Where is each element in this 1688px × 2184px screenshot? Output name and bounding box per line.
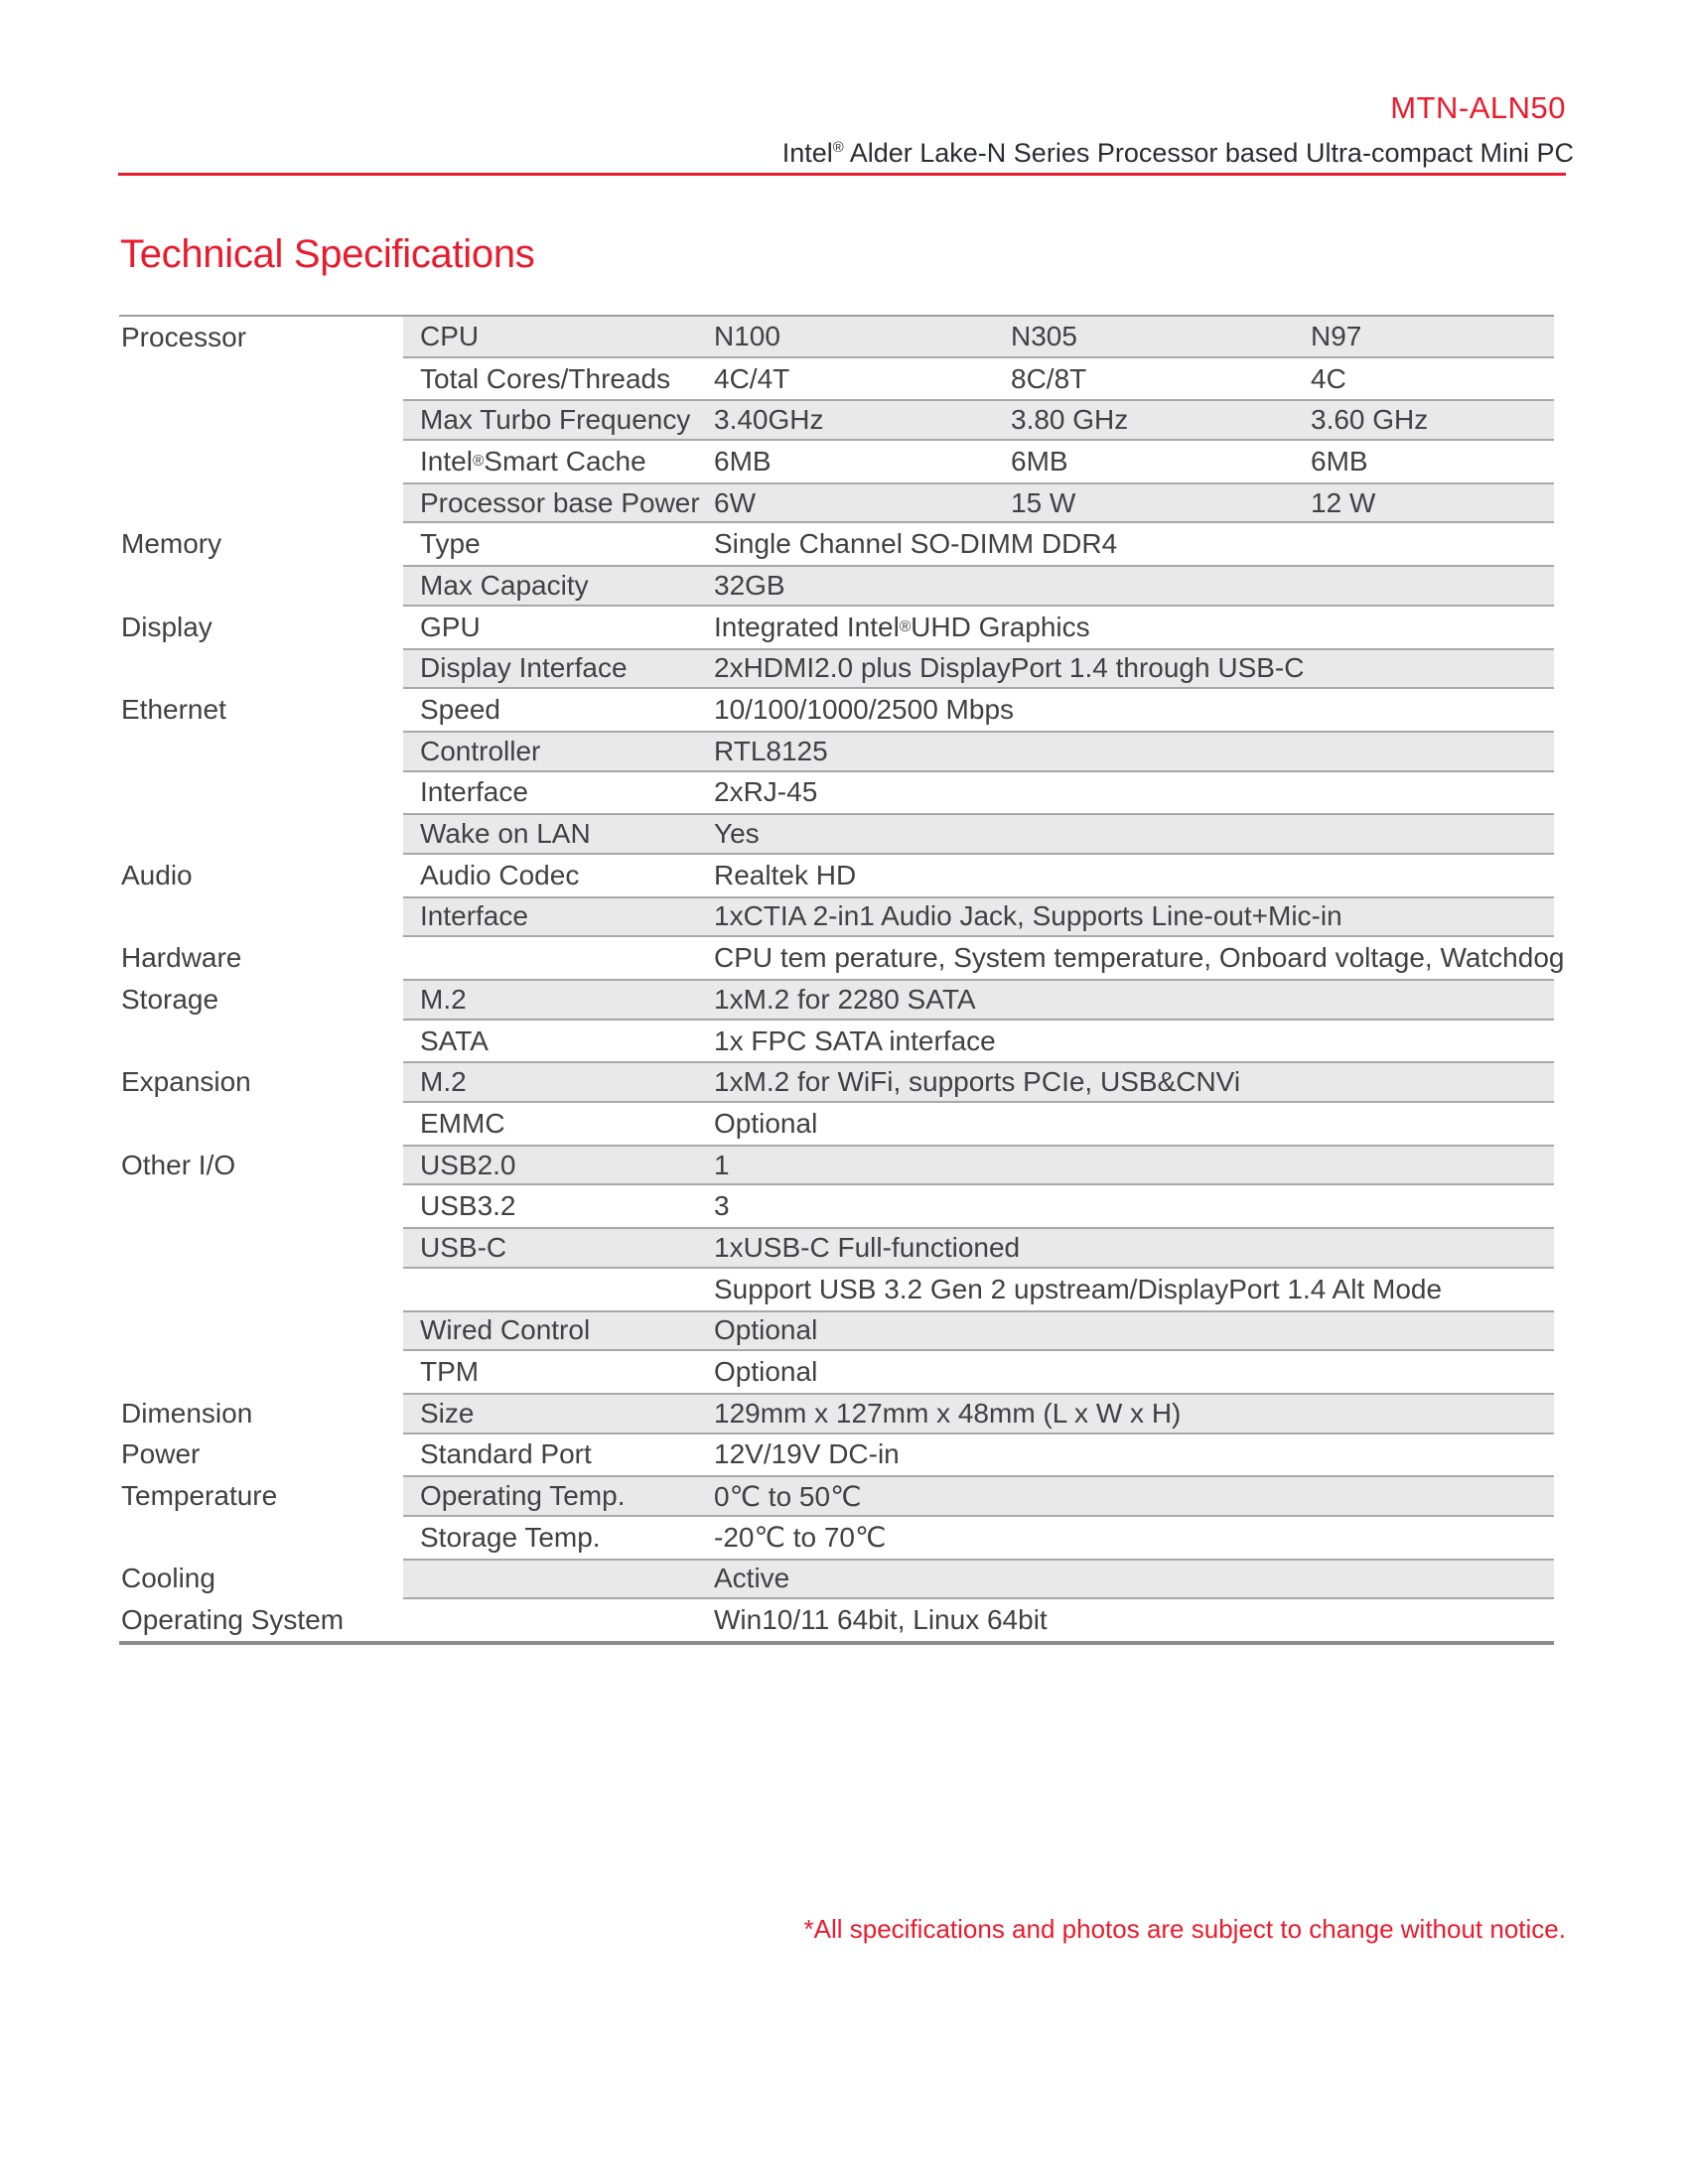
section-label: Cooling (121, 1563, 215, 1594)
spec-key: M.2 (420, 983, 467, 1015)
section-label (119, 441, 403, 482)
spec-key: TPM (420, 1356, 480, 1388)
spec-value-col1: 4C/4T (714, 362, 790, 394)
row-band-shaded (403, 979, 1554, 1021)
row-band (403, 1434, 1554, 1476)
spec-key: Display Interface (420, 652, 628, 684)
row-band-shaded (403, 1475, 1554, 1517)
spec-key: USB-C (420, 1231, 507, 1263)
spec-value: 0℃ to 50℃ (714, 1480, 862, 1512)
section-label: Display (121, 611, 212, 642)
section-label: Temperature (121, 1480, 278, 1512)
spec-value: 1xCTIA 2-in1 Audio Jack, Supports Line-out+Mic-in (714, 900, 1342, 932)
table-row (119, 1227, 1554, 1269)
section-label: Power (121, 1438, 201, 1470)
section-label (119, 1185, 403, 1227)
section-label: Processor (121, 321, 247, 352)
table-row (119, 1475, 1554, 1517)
spec-value: -20℃ to 70℃ (714, 1522, 887, 1554)
section-label: Expansion (121, 1066, 251, 1098)
table-row (119, 1559, 1554, 1600)
section-label (119, 358, 403, 400)
spec-value-col2: N305 (1011, 320, 1077, 351)
table-row (119, 648, 1554, 690)
section-label (119, 1351, 403, 1393)
spec-value: Yes (714, 818, 760, 850)
spec-value-col2: 6MB (1011, 445, 1068, 477)
section-label (119, 1310, 403, 1352)
product-subtitle: Intel® Alder Lake-N Series Processor based Ultra-compact Mini PC (781, 138, 1574, 168)
table-row (119, 1517, 1554, 1559)
table-row (119, 937, 1565, 979)
spec-value: 12V/19V DC-in (714, 1438, 900, 1470)
row-band (403, 1021, 1554, 1062)
spec-key: Intel ® Smart Cache (420, 445, 646, 477)
row-band (403, 1269, 1554, 1310)
table-row (119, 565, 1554, 607)
spec-key: M.2 (420, 1066, 467, 1098)
spec-key: Processor base Power (420, 486, 700, 518)
spec-value: Active (714, 1563, 790, 1594)
table-row (119, 1061, 1554, 1103)
spec-value: Support USB 3.2 Gen 2 upstream/DisplayPort 1.4 Alt Mode (714, 1273, 1443, 1304)
table-row (119, 441, 1554, 482)
table-row (119, 317, 1554, 358)
table-row (119, 896, 1554, 938)
section-label (119, 1103, 403, 1145)
row-band-shaded (403, 813, 1554, 855)
section-label (119, 565, 403, 607)
row-band (403, 855, 1554, 896)
row-band-shaded (403, 896, 1554, 938)
spec-value-col2: 8C/8T (1011, 362, 1087, 394)
spec-value-col1: 3.40GHz (714, 404, 824, 436)
section-label (119, 731, 403, 772)
spec-value-col2: 3.80 GHz (1011, 404, 1129, 436)
row-band-shaded (403, 1393, 1554, 1434)
row-band-shaded (403, 1061, 1554, 1103)
row-band (403, 1351, 1554, 1393)
row-band-shaded (403, 317, 1554, 358)
spec-value: 32GB (714, 569, 785, 601)
section-label (119, 1517, 403, 1559)
spec-key (403, 1599, 714, 1641)
spec-key: Standard Port (420, 1438, 592, 1470)
spec-value: 129mm x 127mm x 48mm (L x W x H) (714, 1397, 1182, 1429)
spec-value: 1x FPC SATA interface (714, 1024, 996, 1056)
spec-value-col3: 3.60 GHz (1311, 404, 1429, 436)
spec-value: RTL8125 (714, 735, 828, 766)
section-label (119, 772, 403, 814)
spec-key (403, 937, 714, 979)
row-band-shaded (403, 565, 1554, 607)
section-label (119, 399, 403, 441)
spec-value: Optional (714, 1356, 818, 1388)
section-label: Hardware (121, 942, 242, 974)
table-row (119, 1393, 1554, 1434)
spec-value: Realtek HD (714, 859, 857, 890)
row-band-shaded (403, 1559, 1554, 1600)
spec-value: CPU tem perature, System temperature, Onboard voltage, Watchdog (714, 942, 1565, 974)
spec-key: SATA (420, 1024, 489, 1056)
section-label (119, 482, 403, 524)
table-row (119, 855, 1554, 896)
row-band-shaded (403, 482, 1554, 524)
row-band (403, 689, 1554, 731)
row-band (403, 1599, 1554, 1641)
row-band (403, 937, 1564, 979)
row-band-shaded (403, 1145, 1554, 1186)
spec-key: USB3.2 (420, 1190, 516, 1222)
table-row (119, 813, 1554, 855)
table-row (119, 731, 1554, 772)
spec-key: CPU (420, 320, 480, 351)
table-row (119, 358, 1554, 400)
section-label (119, 648, 403, 690)
row-band-shaded (403, 1310, 1554, 1352)
spec-key: Size (420, 1397, 475, 1429)
spec-value-col1: 6MB (714, 445, 772, 477)
spec-key: Total Cores/Threads (420, 362, 671, 394)
row-band-shaded (403, 731, 1554, 772)
section-label: Operating System (121, 1604, 345, 1636)
spec-key: Max Turbo Frequency (420, 404, 691, 436)
table-row (119, 482, 1554, 524)
table-row (119, 1599, 1554, 1641)
spec-key: Interface (420, 776, 528, 808)
row-band (403, 772, 1554, 814)
spec-value: Win10/11 64bit, Linux 64bit (714, 1604, 1048, 1636)
product-model: MTN-ALN50 (1390, 90, 1566, 125)
spec-value: 2xRJ-45 (714, 776, 818, 808)
section-label (119, 813, 403, 855)
spec-key: GPU (420, 611, 481, 642)
spec-value: Integrated Intel ® UHD Graphics (714, 611, 1090, 642)
spec-value: 1xM.2 for WiFi, supports PCIe, USB&CNVi (714, 1066, 1241, 1098)
section-label (119, 896, 403, 938)
table-row (119, 523, 1554, 565)
spec-key (403, 1561, 714, 1598)
spec-value: Optional (714, 1314, 818, 1346)
row-band (403, 441, 1554, 482)
table-row (119, 1021, 1554, 1062)
section-label (119, 1227, 403, 1269)
spec-key: Type (420, 528, 481, 560)
row-band (403, 523, 1554, 565)
spec-value-col1: 6W (714, 486, 756, 518)
row-band-shaded (403, 399, 1554, 441)
spec-key: Operating Temp. (420, 1480, 626, 1512)
table-row (119, 689, 1554, 731)
spec-key: USB2.0 (420, 1149, 516, 1180)
table-row (119, 1434, 1554, 1476)
spec-value-col3: 12 W (1311, 486, 1376, 518)
table-row (119, 979, 1554, 1021)
spec-value: 1 (714, 1149, 730, 1180)
spec-key: Wired Control (420, 1314, 591, 1346)
table-row (119, 1310, 1554, 1352)
table-row (119, 1351, 1554, 1393)
spec-table (119, 315, 1565, 1645)
section-label (119, 1269, 403, 1310)
row-band (403, 1517, 1554, 1559)
spec-value-col1: N100 (714, 320, 780, 351)
section-label (119, 1021, 403, 1062)
row-band-shaded (403, 648, 1554, 690)
spec-value: Single Channel SO-DIMM DDR4 (714, 528, 1118, 560)
spec-value: 10/100/1000/2500 Mbps (714, 694, 1015, 726)
row-band (403, 358, 1554, 400)
table-row (119, 607, 1554, 648)
section-label: Audio (121, 859, 193, 890)
spec-key: Speed (420, 694, 500, 726)
row-band-shaded (403, 1227, 1554, 1269)
footnote: *All specifications and photos are subject to change without notice. (803, 1914, 1566, 1944)
spec-value-col3: 6MB (1311, 445, 1368, 477)
spec-value: 1xUSB-C Full-functioned (714, 1231, 1021, 1263)
table-row (119, 399, 1554, 441)
spec-key: Max Capacity (420, 569, 589, 601)
spec-key: Storage Temp. (420, 1521, 601, 1553)
section-label: Memory (121, 528, 222, 560)
spec-value-col3: N97 (1311, 320, 1362, 351)
table-row (119, 1145, 1554, 1186)
spec-value-col3: 4C (1311, 362, 1346, 394)
table-row (119, 772, 1554, 814)
table-row (119, 1103, 1554, 1145)
section-label: Dimension (121, 1397, 253, 1429)
spec-key (403, 1269, 714, 1310)
spec-key: EMMC (420, 1107, 505, 1139)
section-label: Ethernet (121, 694, 226, 726)
section-label: Other I/O (121, 1149, 236, 1180)
spec-value: 2xHDMI2.0 plus DisplayPort 1.4 through USB-C (714, 652, 1305, 684)
spec-value: Optional (714, 1107, 818, 1139)
section-label: Storage (121, 983, 219, 1015)
spec-key: Controller (420, 735, 541, 766)
spec-value-col2: 15 W (1011, 486, 1076, 518)
page-title: Technical Specifications (120, 232, 535, 276)
row-band (403, 607, 1554, 648)
spec-value: 1xM.2 for 2280 SATA (714, 983, 976, 1015)
row-band (403, 1103, 1554, 1145)
spec-key: Wake on LAN (420, 818, 591, 850)
header-divider (118, 173, 1566, 176)
spec-key: Interface (420, 900, 528, 932)
row-band (403, 1185, 1554, 1227)
spec-value: 3 (714, 1190, 730, 1222)
table-row (119, 1269, 1554, 1310)
table-row (119, 1185, 1554, 1227)
spec-key: Audio Codec (420, 859, 580, 890)
